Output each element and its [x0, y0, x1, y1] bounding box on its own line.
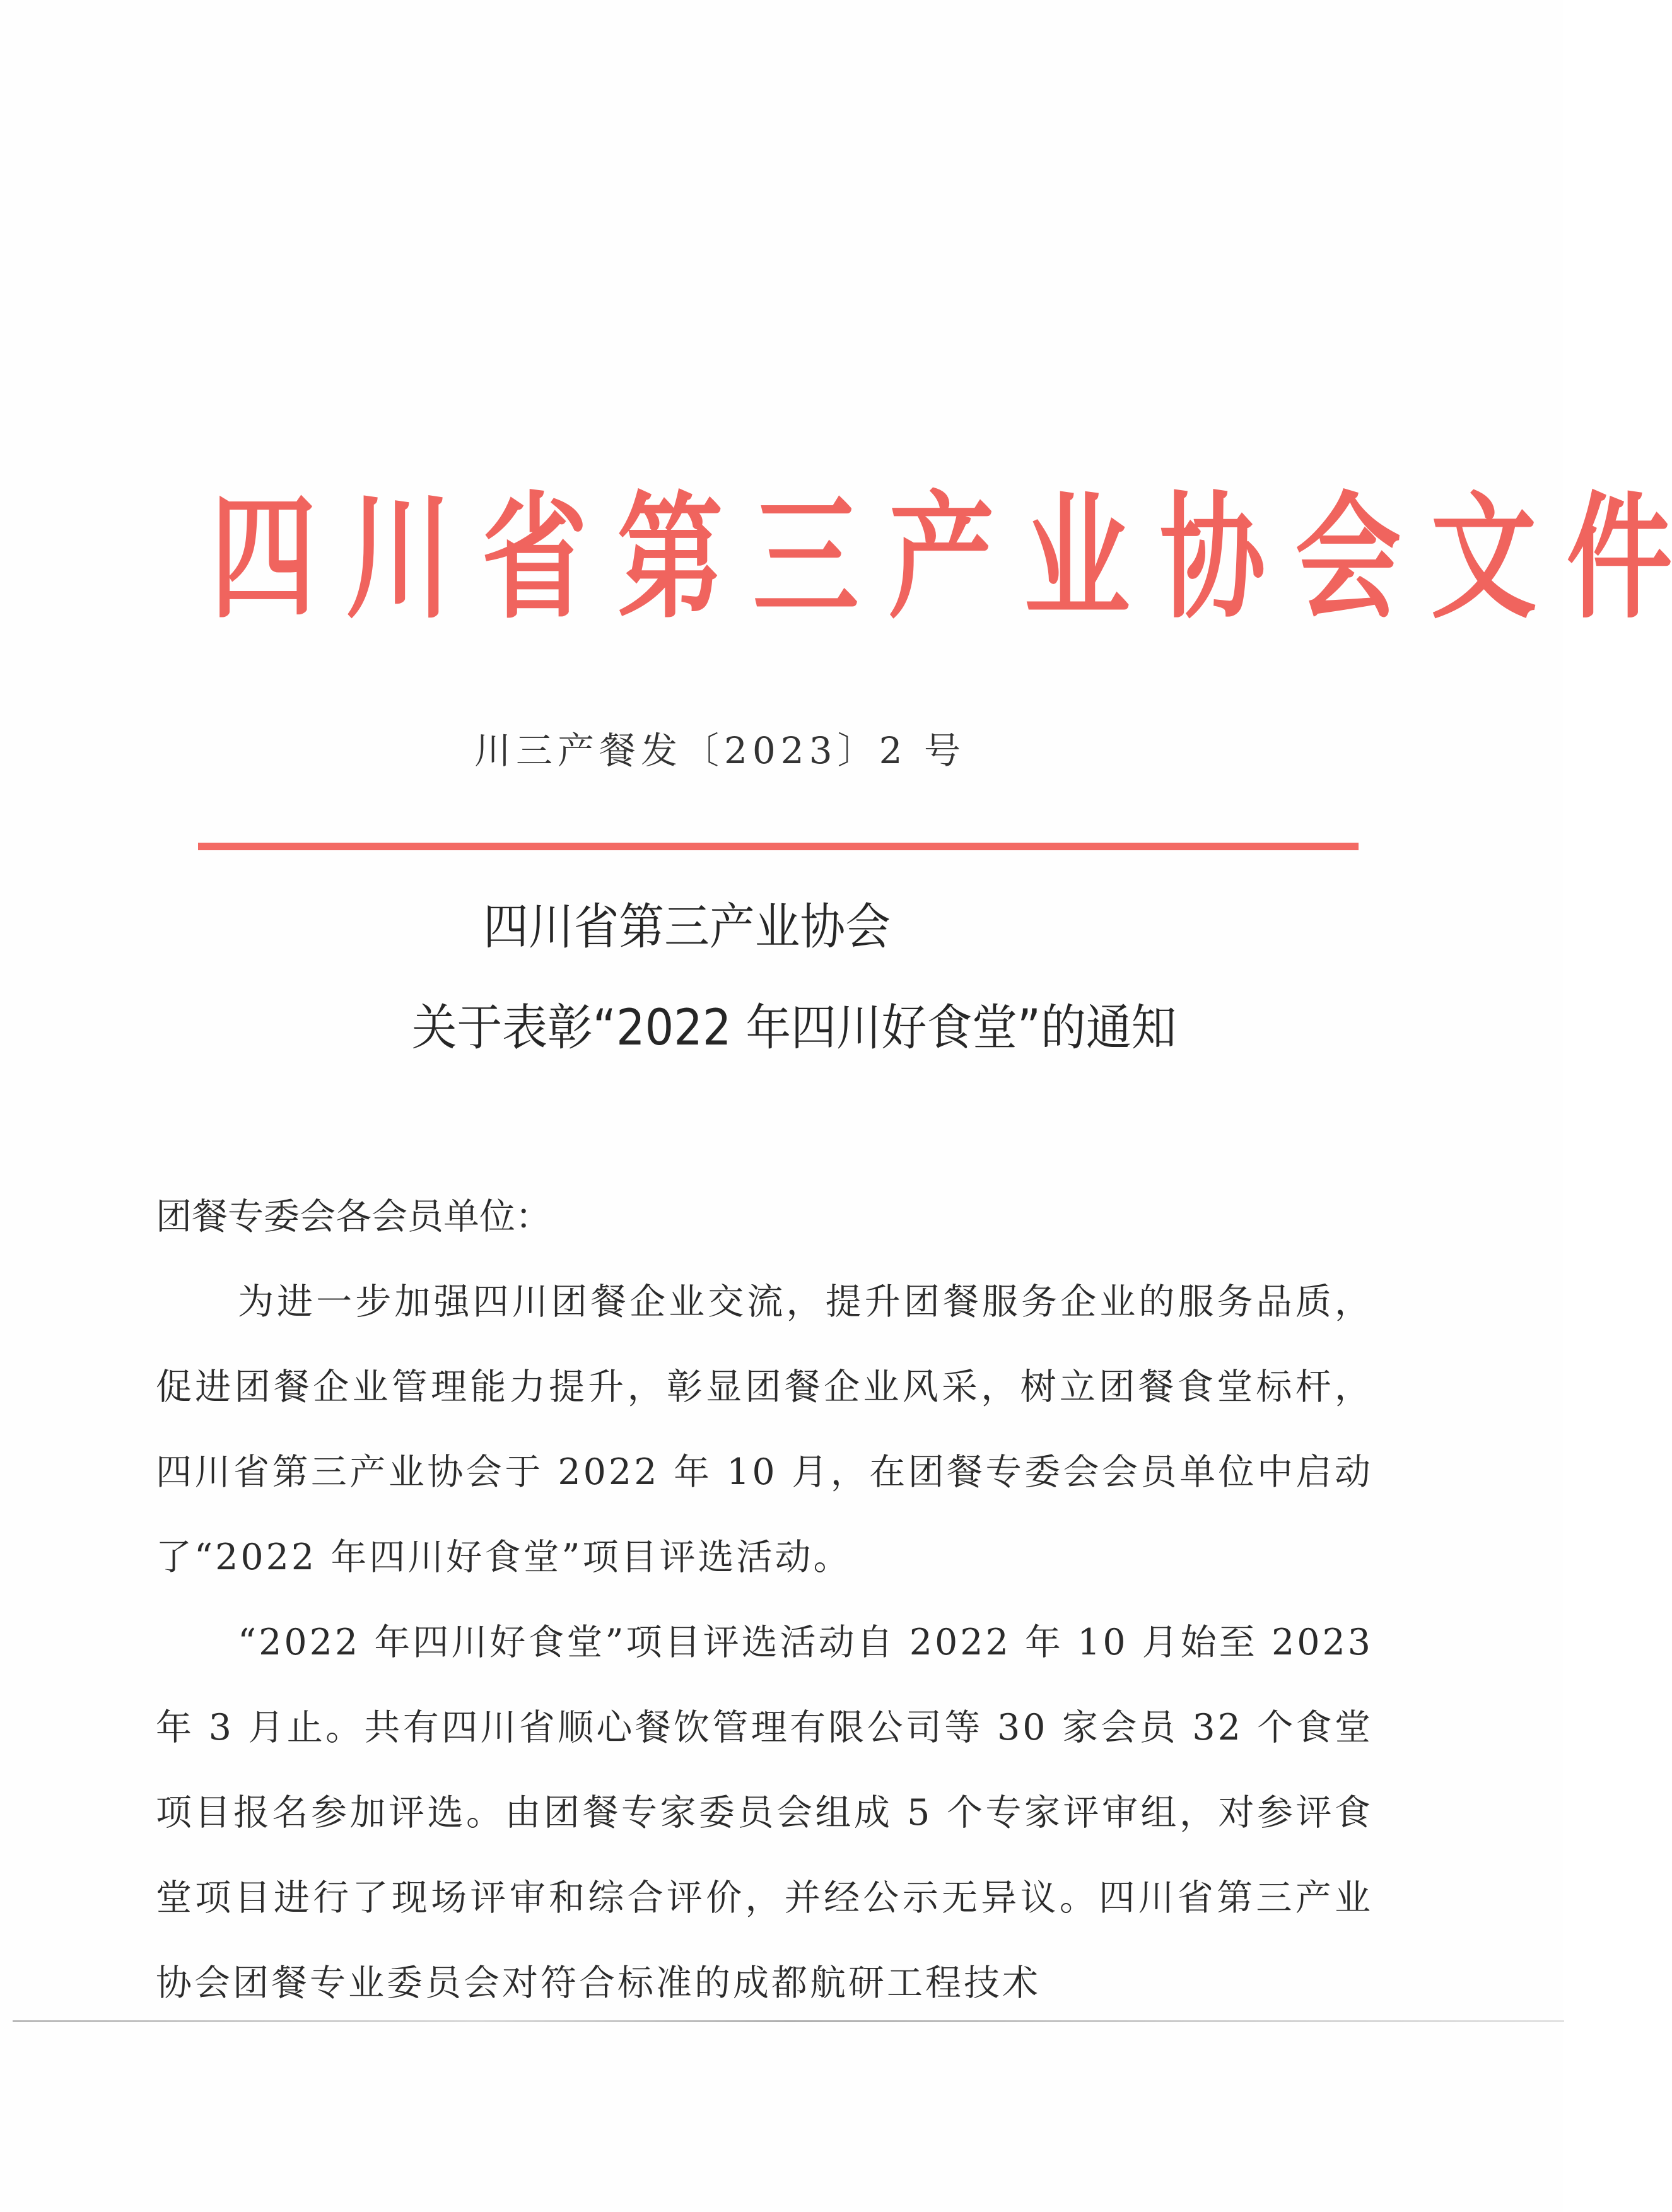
body-paragraph: “2022 年四川好食堂”项目评选活动自 2022 年 10 月始至 2023 年 3 月止。共有四川省顺心餐饮管理有限公司等 30 家会员 32 个食堂项目报名参加评选。由团餐专家委员会组成 5 个专家评审组，对参评食堂项目进行了现场评审和综合评价，并经公示无异议。四川省第三产业协会团餐专业委员会对符合标准的成都航研工程技术: [156, 1622, 1373, 2004]
body-paragraph: 为进一步加强四川团餐企业交流，提升团餐服务企业的服务品质，促进团餐企业管理能力提升，彰显团餐企业风采，树立团餐食堂标杆，四川省第三产业协会于 2022 年 10 月，在团餐专委会会员单位中启动了“2022 年四川好食堂”项目评选活动。: [156, 1281, 1373, 1578]
red-divider: [198, 843, 1359, 850]
masthead-char: 川: [346, 479, 452, 637]
masthead-char: 会: [1295, 479, 1401, 637]
masthead-char: 文: [1430, 479, 1537, 637]
masthead-char: 三: [752, 479, 859, 637]
scan-artifact-line: [13, 2020, 1564, 2022]
masthead-char: 业: [1024, 479, 1130, 637]
salutation: 团餐专委会各会员单位：: [156, 1196, 551, 1238]
masthead-char: 件: [1566, 479, 1672, 637]
masthead-char: 协: [1159, 479, 1266, 637]
masthead-char: 产: [888, 479, 995, 637]
notice-title-line-1: [0, 896, 1563, 959]
masthead-char: 第: [617, 479, 723, 637]
masthead-char: 四: [210, 479, 317, 637]
title-text: 四川省第三产业协会: [483, 899, 891, 956]
notice-body: [156, 1174, 1373, 2026]
document-number: 川三产餐发〔2023〕2 号: [474, 729, 966, 772]
masthead-title: [196, 479, 1672, 637]
notice-title-line-2: [0, 997, 1563, 1060]
title-text: 关于表彰“2022 年四川好食堂”的通知: [411, 1000, 1177, 1056]
masthead-char: 省: [481, 479, 588, 637]
